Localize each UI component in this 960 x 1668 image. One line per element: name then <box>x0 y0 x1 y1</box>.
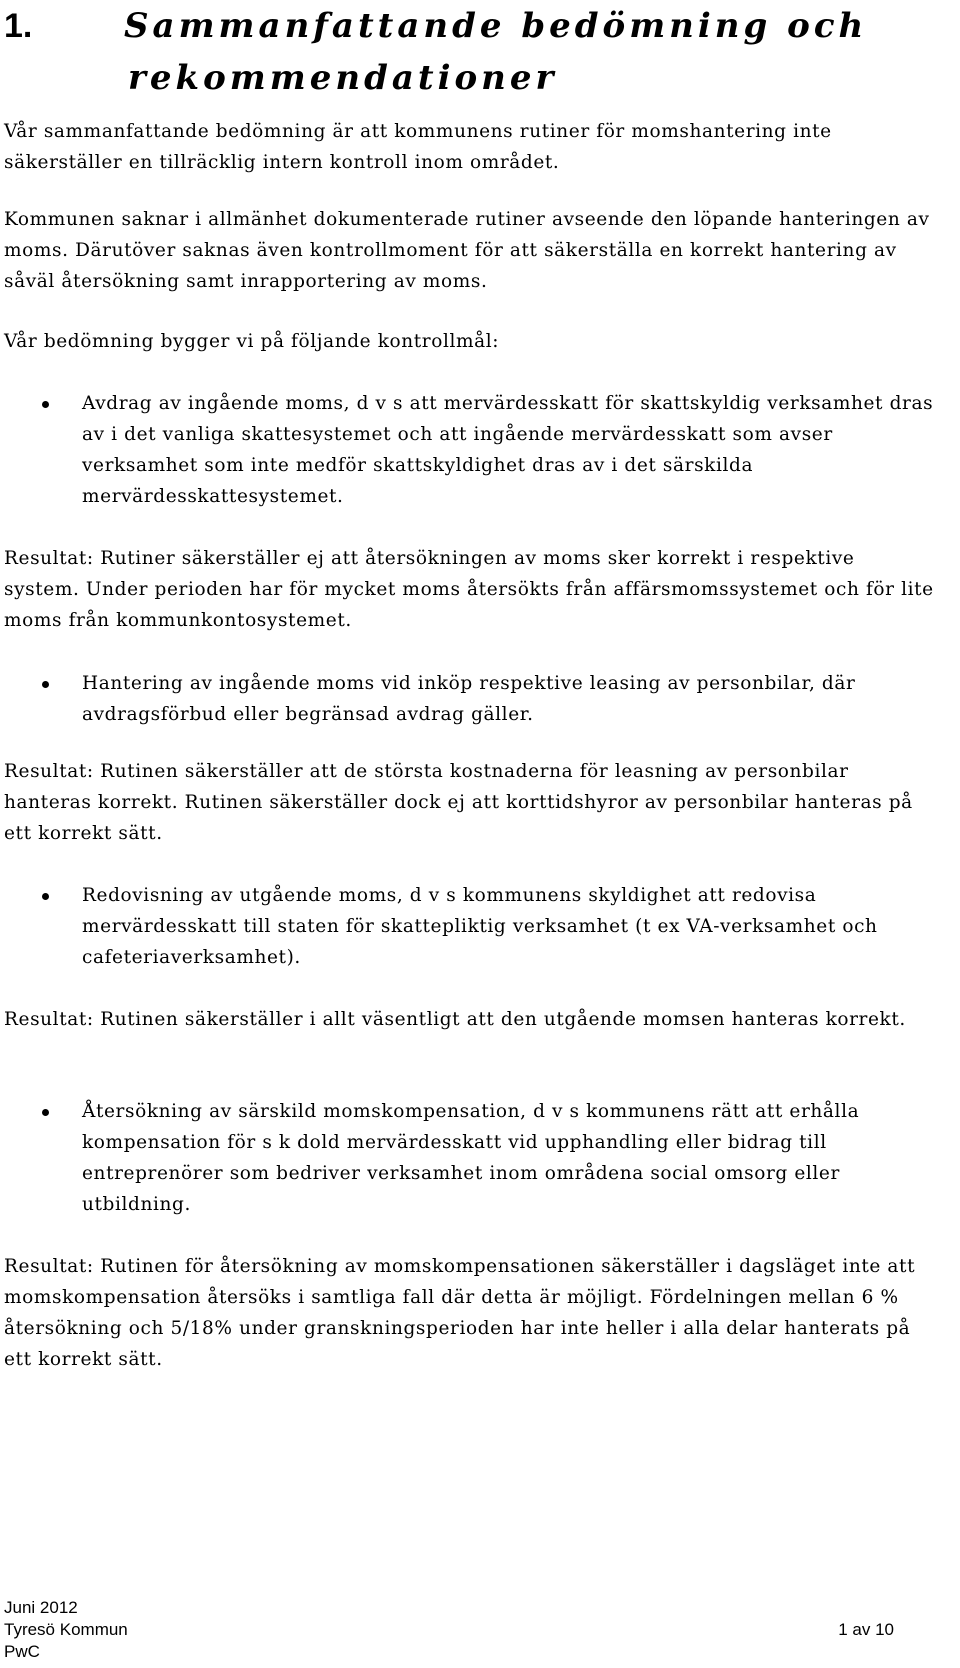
bullet-icon <box>42 1109 49 1116</box>
result-paragraph: Resultat: Rutinen säkerställer att de största kostnaderna för leasning av personbilar hanteras korrekt. Rutinen säkerställer dock ej att korttidshyror av personbilar hanteras på ett korrekt sätt. <box>4 761 913 844</box>
footer-date: Juni 2012 <box>4 1598 78 1617</box>
bullet-icon <box>42 681 49 688</box>
footer-organization: Tyresö Kommun <box>4 1620 128 1639</box>
footer-org-row <box>4 1619 894 1641</box>
control-objective-item <box>4 1096 934 1220</box>
control-objective-item <box>4 388 934 512</box>
section-title-line2: rekommendationer <box>128 58 558 98</box>
control-objective-text: Avdrag av ingående moms, d v s att mervärdesskatt för skattskyldig verksamhet dras av i det vanliga skattesystemet och att ingående mervärdesskatt som avser verksamhet som inte medför skattskyldighet dras av i det särskilda mervärdesskattesystemet. <box>82 393 934 507</box>
bullet-icon <box>42 401 49 408</box>
control-objective-text: Redovisning av utgående moms, d v s kommunens skyldighet att redovisa mervärdesskatt till staten för skattepliktig verksamhet (t ex VA-verksamhet och cafeteriaverksamhet). <box>82 885 878 968</box>
bullet-icon <box>42 893 49 900</box>
result-paragraph: Resultat: Rutiner säkerställer ej att återsökningen av moms sker korrekt i respektive system. Under perioden har för mycket moms återsökts från affärsmomssystemet och för lite moms från kommunkontosystemet. <box>4 548 934 631</box>
control-objective-item <box>4 880 934 973</box>
footer-firm: PwC <box>4 1642 40 1661</box>
result-paragraph: Resultat: Rutinen för återsökning av momskompensationen säkerställer i dagsläget inte att momskompensation återsöks i samtliga fall där detta är möjligt. Fördelningen mellan 6 % återsökning och 5/18% under granskningsperioden har inte heller i alla delar hanterats på ett korrekt sätt. <box>4 1256 916 1370</box>
control-objectives-intro: Vår bedömning bygger vi på följande kontrollmål: <box>4 331 500 352</box>
control-objective-item <box>4 668 934 730</box>
control-objective-text: Hantering av ingående moms vid inköp respektive leasing av personbilar, där avdragsförbud eller begränsad avdrag gäller. <box>82 673 856 725</box>
footer-firm-row <box>4 1641 894 1663</box>
page-footer <box>4 1597 894 1663</box>
findings-paragraph: Kommunen saknar i allmänhet dokumenterade rutiner avseende den löpande hanteringen av moms. Därutöver saknas även kontrollmoment för att säkerställa en korrekt hantering av såväl återsökning samt inrapportering av moms. <box>4 209 930 292</box>
section-heading <box>4 0 944 104</box>
page-number: 1 av 10 <box>838 1620 894 1639</box>
control-objective-text: Återsökning av särskild momskompensation, d v s kommunens rätt att erhålla kompensation för s k dold mervärdesskatt vid upphandling eller bidrag till entreprenörer som bedriver verksamhet inom områdena social omsorg eller utbildning. <box>82 1101 860 1215</box>
result-paragraph: Resultat: Rutinen säkerställer i allt väsentligt att den utgående momsen hanteras korrekt. <box>4 1009 906 1030</box>
section-title-line1: Sammanfattande bedömning och <box>124 6 868 46</box>
summary-paragraph: Vår sammanfattande bedömning är att kommunens rutiner för momshantering inte säkerställer en tillräcklig intern kontroll inom området. <box>4 121 832 173</box>
section-number: 1. <box>4 7 33 45</box>
footer-date-row <box>4 1597 894 1619</box>
